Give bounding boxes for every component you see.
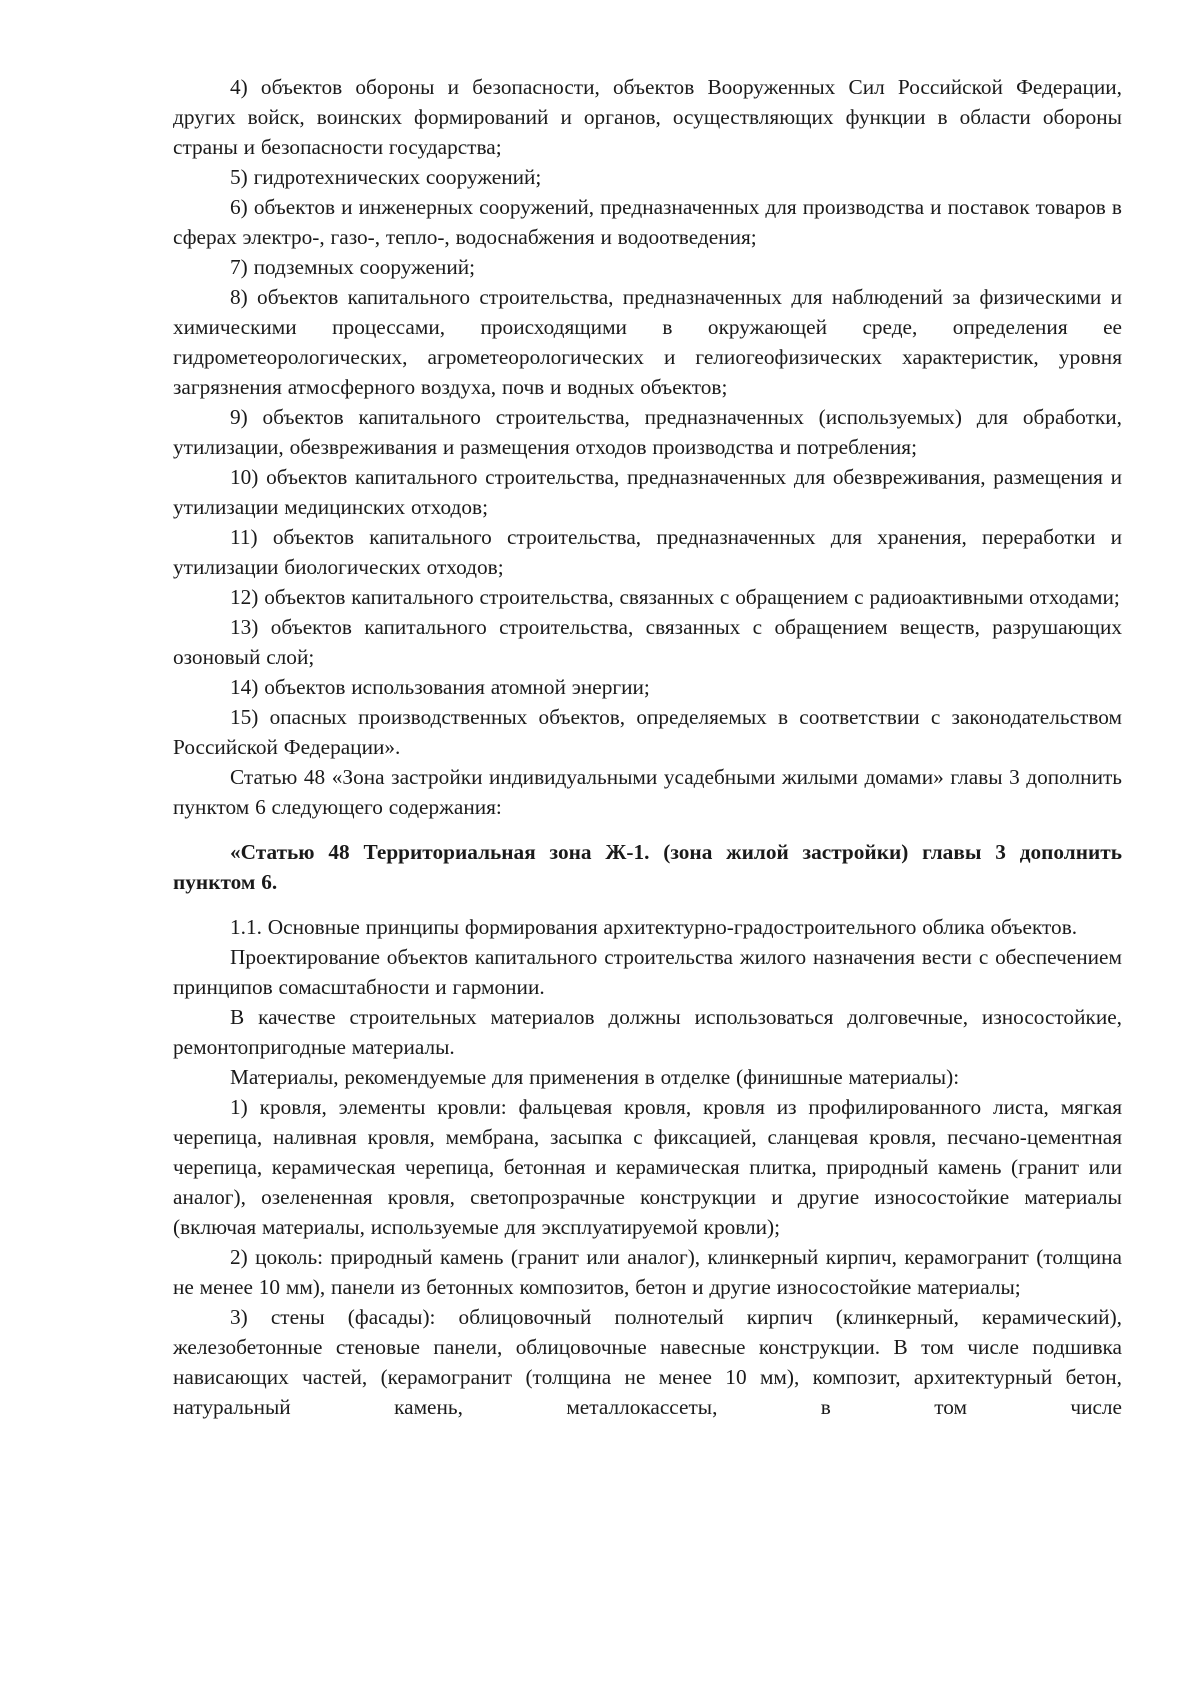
section-heading: «Статью 48 Территориальная зона Ж-1. (зона жилой застройки) главы 3 дополнить пунктом 6.	[173, 840, 1122, 894]
body-paragraph: 1.1. Основные принципы формирования архитектурно-градостроительного облика объектов.	[230, 915, 1078, 939]
list-item: 8) объектов капитального строительства, предназначенных для наблюдений за физическими и химическими процессами, происходящими в окружающей среде, определения ее гидрометеорологических, агрометеорологических и гелиогеофизических характеристик, уровня загрязнения атмосферного воздуха, почв и водных объектов;	[173, 285, 1122, 399]
list-item: 10) объектов капитального строительства, предназначенных для обезвреживания, размещения и утилизации медицинских отходов;	[173, 465, 1122, 519]
list-item: 5) гидротехнических сооружений;	[230, 165, 542, 189]
body-paragraph: Проектирование объектов капитального строительства жилого назначения вести с обеспечением принципов сомасштабности и гармонии.	[173, 945, 1122, 999]
list-item: 14) объектов использования атомной энергии;	[230, 675, 650, 699]
list-item: 7) подземных сооружений;	[230, 255, 476, 279]
body-paragraph: В качестве строительных материалов должны использоваться долговечные, износостойкие, ремонтопригодные материалы.	[173, 1005, 1122, 1059]
body-paragraph: Статью 48 «Зона застройки индивидуальными усадебными жилыми домами» главы 3 дополнить пунктом 6 следующего содержания:	[173, 765, 1122, 819]
list-item: 11) объектов капитального строительства, предназначенных для хранения, переработки и утилизации биологических отходов;	[173, 525, 1122, 579]
list-item: 1) кровля, элементы кровли: фальцевая кровля, кровля из профилированного листа, мягкая черепица, наливная кровля, мембрана, засыпка с фиксацией, сланцевая кровля, песчано-цементная черепица, керамическая черепица, бетонная и керамическая плитка, природный камень (гранит или аналог), озелененная кровля, светопрозрачные конструкции и другие износостойкие материалы (включая материалы, используемые для эксплуатируемой кровли);	[173, 1095, 1122, 1239]
body-paragraph: Материалы, рекомендуемые для применения в отделке (финишные материалы):	[230, 1065, 960, 1089]
document-body	[173, 72, 1122, 1422]
list-item: 6) объектов и инженерных сооружений, предназначенных для производства и поставок товаров в сферах электро-, газо-, тепло-, водоснабжения и водоотведения;	[173, 195, 1122, 249]
list-item: 2) цоколь: природный камень (гранит или аналог), клинкерный кирпич, керамогранит (толщина не менее 10 мм), панели из бетонных композитов, бетон и другие износостойкие материалы;	[173, 1245, 1122, 1299]
list-item: 15) опасных производственных объектов, определяемых в соответствии с законодательством Российской Федерации».	[173, 705, 1122, 759]
list-item: 12) объектов капитального строительства, связанных с обращением с радиоактивными отходами;	[230, 585, 1120, 609]
list-item: 4) объектов обороны и безопасности, объектов Вооруженных Сил Российской Федерации, других войск, воинских формирований и органов, осуществляющих функции в области обороны страны и безопасности государства;	[173, 75, 1122, 159]
list-item: 3) стены (фасады): облицовочный полнотелый кирпич (клинкерный, керамический), железобетонные стеновые панели, облицовочные навесные конструкции. В том числе подшивка нависающих частей, (керамогранит (толщина не менее 10 мм), композит, архитектурный бетон, натуральный камень, металлокассеты, в том числе	[173, 1305, 1122, 1419]
list-item: 9) объектов капитального строительства, предназначенных (используемых) для обработки, утилизации, обезвреживания и размещения отходов производства и потребления;	[173, 405, 1122, 459]
list-item: 13) объектов капитального строительства, связанных с обращением веществ, разрушающих озоновый слой;	[173, 615, 1122, 669]
